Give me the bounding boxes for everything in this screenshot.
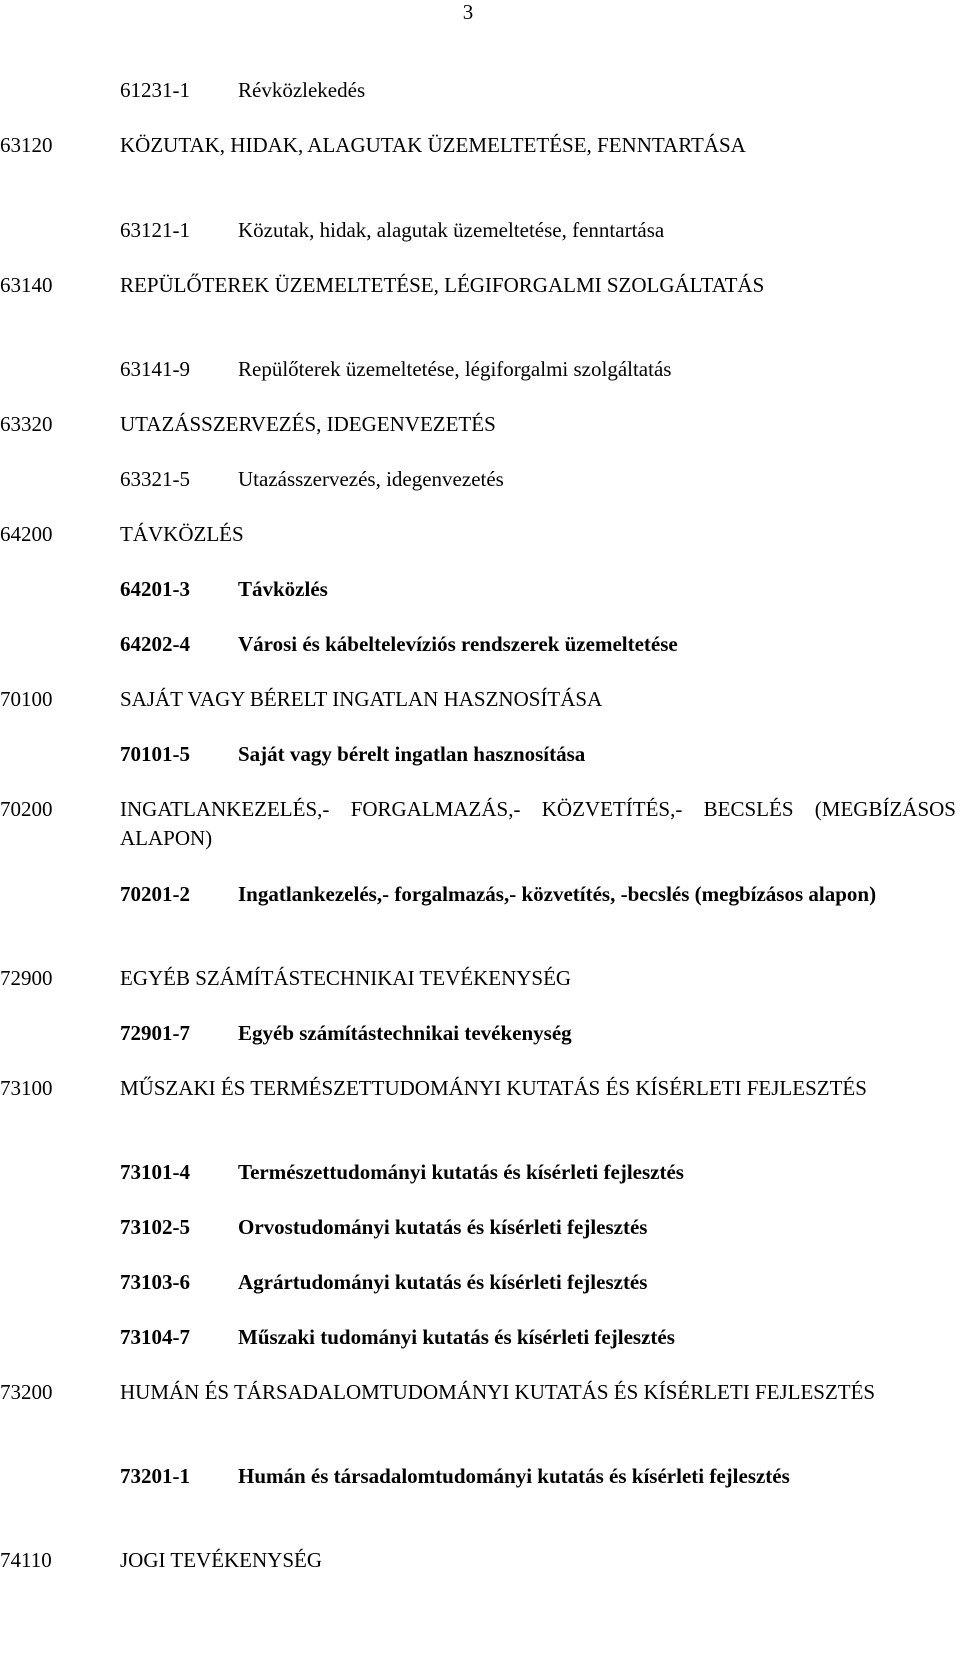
section-code: 63120 <box>0 133 53 157</box>
subsection-item <box>0 630 956 690</box>
subsection-code: 70101-5 <box>120 742 190 766</box>
section-code: 64200 <box>0 522 53 546</box>
subsection-item <box>0 1019 956 1079</box>
subsection-code: 64202-4 <box>120 632 190 656</box>
section-code: 63320 <box>0 412 53 436</box>
subsection-code: 73104-7 <box>120 1325 190 1349</box>
subsection-code: 73201-1 <box>120 1464 190 1488</box>
subsection-title: Repülőterek üzemeltetése, légiforgalmi szolgáltatás <box>238 357 672 381</box>
section-heading <box>0 520 956 580</box>
section-heading <box>0 685 956 745</box>
subsection-item <box>0 575 956 635</box>
subsection-item <box>0 355 956 415</box>
subsection-title: Orvostudományi kutatás és kísérleti fejlesztés <box>238 1215 648 1239</box>
section-code: 72900 <box>0 966 53 990</box>
subsection-title: Városi és kábeltelevíziós rendszerek üzemeltetése <box>238 632 678 656</box>
subsection-title: Saját vagy bérelt ingatlan hasznosítása <box>238 742 586 766</box>
section-title: EGYÉB SZÁMÍTÁSTECHNIKAI TEVÉKENYSÉG <box>120 966 572 990</box>
subsection-item <box>0 740 956 800</box>
section-heading <box>0 1074 956 1134</box>
subsection-code: 73101-4 <box>120 1160 190 1184</box>
section-code: 63140 <box>0 273 53 297</box>
subsection-item <box>0 216 956 276</box>
subsection-title: Műszaki tudományi kutatás és kísérleti fejlesztés <box>238 1325 675 1349</box>
section-code: 74110 <box>0 1548 52 1572</box>
subsection-item <box>0 1158 956 1218</box>
subsection-code: 64201-3 <box>120 577 190 601</box>
page-number: 3 <box>462 0 474 24</box>
subsection-code: 63141-9 <box>120 357 190 381</box>
section-heading <box>0 1378 956 1438</box>
subsection-code: 73102-5 <box>120 1215 190 1239</box>
section-title: MŰSZAKI ÉS TERMÉSZETTUDOMÁNYI KUTATÁS ÉS KÍSÉRLETI FEJLESZTÉS <box>120 1076 867 1100</box>
section-heading <box>0 131 956 191</box>
subsection-item <box>0 1268 956 1328</box>
subsection-title: Ingatlankezelés,- forgalmazás,- közvetítés, -becslés (megbízásos alapon) <box>238 882 877 906</box>
subsection-code: 61231-1 <box>120 78 190 102</box>
subsection-code: 63321-5 <box>120 467 190 491</box>
section-title: INGATLANKEZELÉS,- FORGALMAZÁS,- KÖZVETÍTÉS,- BECSLÉS (MEGBÍZÁSOS ALAPON) <box>120 797 956 850</box>
subsection-title: Egyéb számítástechnikai tevékenység <box>238 1021 572 1045</box>
subsection-title: Közutak, hidak, alagutak üzemeltetése, fenntartása <box>238 218 665 242</box>
section-title: UTAZÁSSZERVEZÉS, IDEGENVEZETÉS <box>120 412 496 436</box>
subsection-code: 70201-2 <box>120 882 190 906</box>
subsection-item <box>0 1462 956 1522</box>
subsection-title: Utazásszervezés, idegenvezetés <box>238 467 504 491</box>
subsection-item <box>0 880 956 940</box>
section-heading <box>0 271 956 331</box>
subsection-item <box>0 465 956 525</box>
subsection-title: Révközlekedés <box>238 78 366 102</box>
subsection-code: 73103-6 <box>120 1270 190 1294</box>
subsection-item <box>0 76 956 136</box>
subsection-title: Természettudományi kutatás és kísérleti fejlesztés <box>238 1160 684 1184</box>
section-heading <box>0 795 956 855</box>
section-title: SAJÁT VAGY BÉRELT INGATLAN HASZNOSÍTÁSA <box>120 687 603 711</box>
subsection-title: Távközlés <box>238 577 328 601</box>
subsection-title: Agrártudományi kutatás és kísérleti fejlesztés <box>238 1270 648 1294</box>
section-heading <box>0 964 956 1024</box>
section-title: TÁVKÖZLÉS <box>120 522 244 546</box>
section-title: REPÜLŐTEREK ÜZEMELTETÉSE, LÉGIFORGALMI SZOLGÁLTATÁS <box>120 273 765 297</box>
section-code: 73100 <box>0 1076 53 1100</box>
section-code: 70200 <box>0 797 53 821</box>
section-title: KÖZUTAK, HIDAK, ALAGUTAK ÜZEMELTETÉSE, FENNTARTÁSA <box>120 133 746 157</box>
section-title: JOGI TEVÉKENYSÉG <box>120 1548 323 1572</box>
section-code: 70100 <box>0 687 53 711</box>
subsection-code: 63121-1 <box>120 218 190 242</box>
section-heading <box>0 410 956 470</box>
subsection-item <box>0 1213 956 1273</box>
section-title: HUMÁN ÉS TÁRSADALOMTUDOMÁNYI KUTATÁS ÉS KÍSÉRLETI FEJLESZTÉS <box>120 1380 876 1404</box>
subsection-title: Humán és társadalomtudományi kutatás és kísérleti fejlesztés <box>238 1464 790 1488</box>
subsection-item <box>0 1323 956 1383</box>
subsection-code: 72901-7 <box>120 1021 190 1045</box>
section-code: 73200 <box>0 1380 53 1404</box>
section-heading <box>0 1546 956 1606</box>
